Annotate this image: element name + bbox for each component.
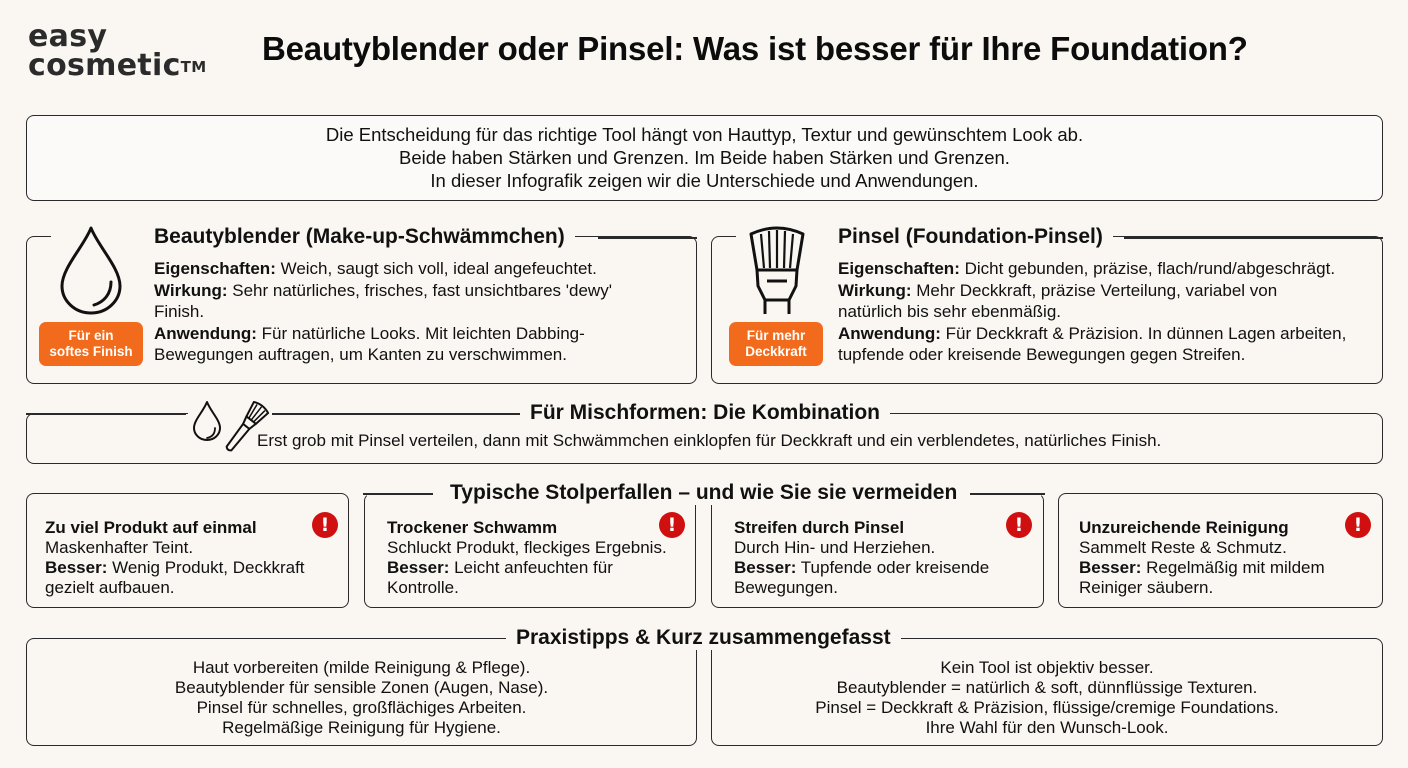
summary-line: Beautyblender = natürlich & soft, dünnflüssige Texturen. — [836, 678, 1258, 697]
pitfall-solution: Besser: Tupfende oder kreisende Bewegungen. — [734, 558, 990, 597]
heading-rule — [598, 237, 697, 239]
droplet-icon — [56, 224, 126, 316]
pitfall-content — [387, 518, 687, 598]
page-title: Beautyblender oder Pinsel: Was ist besser für Ihre Foundation? — [262, 30, 1248, 67]
beautyblender-details — [154, 258, 684, 366]
tip-line: Pinsel für schnelles, großflächiges Arbeiten. — [196, 698, 527, 717]
warning-icon: ! — [659, 512, 685, 538]
pitfall-content — [45, 518, 315, 598]
pitfall-problem: Schluckt Produkt, fleckiges Ergebnis. — [387, 538, 667, 557]
tips-heading: Praxistipps & Kurz zusammengefasst — [506, 626, 901, 650]
intro-line: In dieser Infografik zeigen wir die Unterschiede und Anwendungen. — [430, 170, 979, 191]
tips-left-box — [26, 638, 697, 746]
logo-line-2: cosmetic™ — [28, 48, 207, 83]
pitfall-problem: Sammelt Reste & Schmutz. — [1079, 538, 1287, 557]
tip-line: Beautyblender für sensible Zonen (Augen, Nase). — [174, 678, 549, 697]
summary-line: Kein Tool ist objektiv besser. — [940, 658, 1154, 677]
brush-icon — [745, 224, 809, 316]
beautyblender-heading: Beautyblender (Make-up-Schwämmchen) — [148, 225, 575, 249]
pitfall-content — [734, 518, 1014, 598]
tip-line: Regelmäßige Reinigung für Hygiene. — [222, 718, 501, 737]
pitfalls-heading: Typische Stolperfallen – und wie Sie sie vermeiden — [440, 481, 967, 505]
detail-properties: Eigenschaften: Weich, saugt sich voll, ideal angefeuchtet. — [154, 259, 597, 278]
intro-box — [26, 115, 1383, 201]
brush-heading: Pinsel (Foundation-Pinsel) — [832, 225, 1113, 249]
soft-finish-badge: Für ein softes Finish — [39, 322, 143, 366]
detail-application: Anwendung: Für Deckkraft & Präzision. In dünnen Lagen arbeiten, tupfende oder kreisende Bewegungen gegen Streifen. — [838, 324, 1347, 364]
trademark-symbol: TM — [180, 58, 207, 76]
warning-icon: ! — [312, 512, 338, 538]
tips-right-box — [711, 638, 1383, 746]
summary-line: Ihre Wahl für den Wunsch-Look. — [925, 718, 1169, 737]
brush-details — [838, 258, 1373, 366]
detail-application: Anwendung: Für natürliche Looks. Mit leichten Dabbing-Bewegungen auftragen, um Kanten zu verschwimmen. — [154, 324, 585, 364]
warning-icon: ! — [1006, 512, 1032, 538]
detail-properties: Eigenschaften: Dicht gebunden, präzise, flach/rund/abgeschrägt. — [838, 259, 1336, 278]
intro-line: Die Entscheidung für das richtige Tool hängt von Hauttyp, Textur und gewünschtem Look ab. — [325, 124, 1084, 145]
coverage-badge: Für mehr Deckkraft — [729, 322, 823, 366]
detail-effect: Wirkung: Sehr natürliches, frisches, fast unsichtbares 'dewy' Finish. — [154, 281, 612, 321]
pitfall-problem: Durch Hin- und Herziehen. — [734, 538, 936, 557]
summary-line: Pinsel = Deckkraft & Präzision, flüssige/cremige Foundations. — [815, 698, 1279, 717]
pitfall-problem: Maskenhafter Teint. — [45, 538, 194, 557]
combination-text: Erst grob mit Pinsel verteilen, dann mit Schwämmchen einklopfen für Deckkraft und ein verblendetes, natürliches Finish. — [257, 431, 1162, 450]
heading-rule — [272, 413, 522, 415]
pitfall-title: Zu viel Produkt auf einmal — [45, 518, 257, 537]
warning-icon: ! — [1345, 512, 1371, 538]
pitfall-title: Streifen durch Pinsel — [734, 518, 905, 537]
combination-heading: Für Mischformen: Die Kombination — [520, 401, 890, 425]
pitfall-solution: Besser: Leicht anfeuchten für Kontrolle. — [387, 558, 613, 597]
pitfall-solution: Besser: Wenig Produkt, Deckkraft gezielt aufbauen. — [45, 558, 305, 597]
heading-rule — [1124, 237, 1383, 239]
pitfall-solution: Besser: Regelmäßig mit mildem Reiniger säubern. — [1079, 558, 1325, 597]
pitfall-title: Unzureichende Reinigung — [1079, 518, 1289, 537]
detail-effect: Wirkung: Mehr Deckkraft, präzise Verteilung, variabel von natürlich bis sehr ebenmäßig. — [838, 281, 1278, 321]
logo-line-1: easy — [28, 19, 108, 54]
heading-rule — [26, 413, 186, 415]
pitfall-content — [1079, 518, 1349, 598]
pitfall-title: Trockener Schwamm — [387, 518, 558, 537]
brand-logo — [28, 19, 218, 83]
tip-line: Haut vorbereiten (milde Reinigung & Pflege). — [192, 658, 531, 677]
intro-line: Beide haben Stärken und Grenzen. Im Beide haben Stärken und Grenzen. — [399, 147, 1010, 168]
